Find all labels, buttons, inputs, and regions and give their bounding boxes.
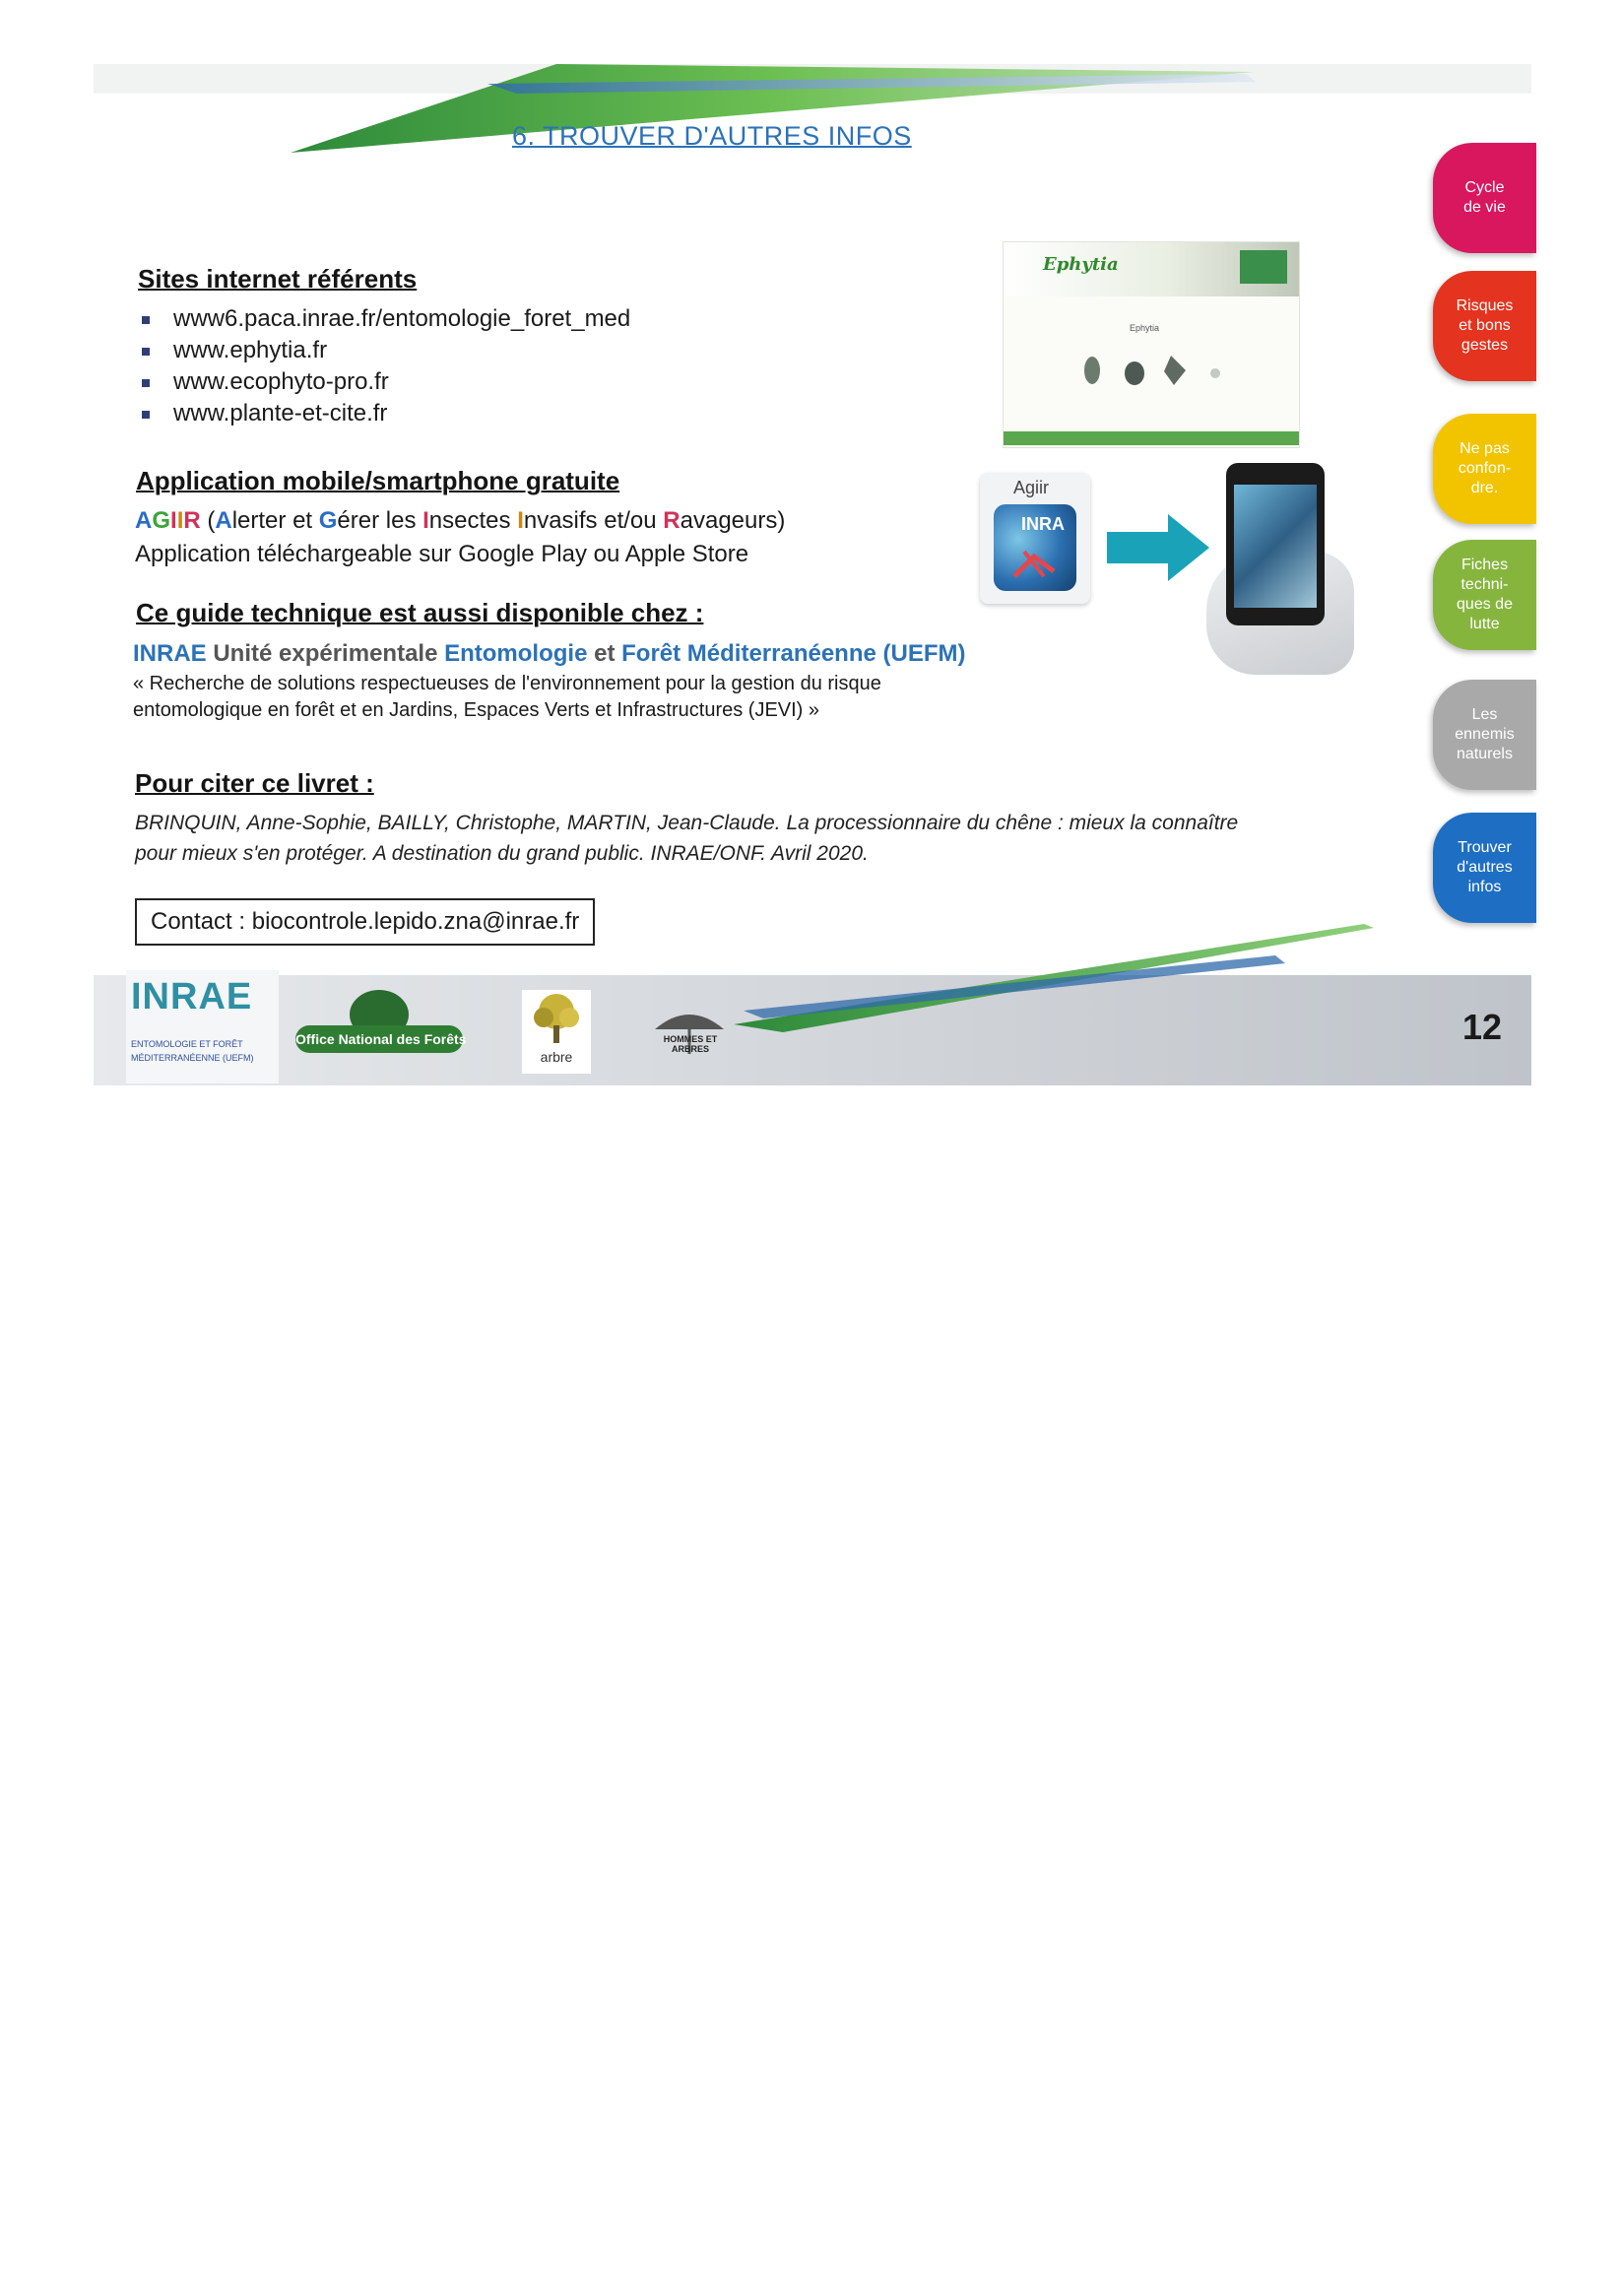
tab-ennemis-naturels[interactable]: Les ennemis naturels	[1433, 680, 1536, 790]
citation-line2: pour mieux s'en protéger. A destination du grand public. INRAE/ONF. Avril 2020.	[135, 842, 869, 865]
ephytia-logo: Ephytia	[1043, 254, 1119, 275]
smartphone-photo	[1206, 463, 1354, 675]
list-item[interactable]	[138, 398, 630, 429]
ephytia-screenshot	[1003, 241, 1300, 448]
tree-icon	[522, 990, 591, 1044]
ephytia-inra-badge	[1240, 250, 1287, 284]
page-title: 6. TROUVER D'AUTRES INFOS	[512, 121, 912, 151]
sites-heading: Sites internet référents	[138, 264, 418, 294]
agiir-app-label: Agiir	[1013, 478, 1050, 497]
tab-fiches-techniques[interactable]: Fiches techni- ques de lutte	[1433, 540, 1536, 650]
tab-trouver-autres-infos[interactable]: Trouver d'autres infos	[1433, 813, 1536, 923]
tab-risques-et-bons-gestes[interactable]: Risques et bons gestes	[1433, 271, 1536, 381]
tab-cycle-de-vie[interactable]: Cycle de vie	[1433, 143, 1536, 253]
arrow-right-icon	[1107, 512, 1213, 583]
bullet-icon	[142, 316, 150, 324]
citation	[135, 808, 1238, 869]
arbre-logo	[522, 990, 591, 1074]
tab-ne-pas-confondre[interactable]: Ne pas confon- dre.	[1433, 414, 1536, 524]
agiir-inra-label: INRA	[1021, 514, 1065, 534]
contact-text[interactable]: Contact : biocontrole.lepido.zna@inrae.fr	[151, 908, 580, 935]
guide-quote-line2: entomologique en forêt et en Jardins, Espaces Verts et Infrastructures (JEVI) »	[133, 699, 820, 721]
onf-logo	[295, 990, 468, 1074]
list-item[interactable]	[138, 303, 630, 335]
hommes-label: HOMMES ET ARBRES	[663, 1034, 718, 1054]
citation-line1: BRINQUIN, Anne-Sophie, BAILLY, Christophe, MARTIN, Jean-Claude. La processionnaire du chêne : mieux la connaître	[135, 812, 1239, 834]
onf-label: Office National des Forêts	[295, 1025, 463, 1053]
bullet-icon	[142, 379, 150, 387]
inrae-sub1: ENTOMOLOGIE ET FORÊT	[131, 1039, 243, 1049]
site-link[interactable]: www.plante-et-cite.fr	[173, 400, 388, 426]
cite-heading: Pour citer ce livret :	[135, 768, 374, 798]
page-number: 12	[1462, 1007, 1503, 1047]
ephytia-subtitle: Ephytia	[1130, 323, 1160, 333]
insect-icon	[1009, 542, 1059, 581]
phone-screen	[1234, 485, 1317, 608]
sites-list	[138, 303, 630, 429]
download-text: Application téléchargeable sur Google Play ou Apple Store	[135, 541, 749, 567]
ephytia-footer-bar	[1004, 431, 1299, 445]
site-link[interactable]: www.ecophyto-pro.fr	[173, 368, 389, 395]
guide-quote-line1: « Recherche de solutions respectueuses de l'environnement pour la gestion du risque	[133, 673, 881, 694]
inrae-logo-block	[126, 970, 279, 1083]
site-link[interactable]: www6.paca.inrae.fr/entomologie_foret_med	[173, 305, 631, 332]
site-link[interactable]: www.ephytia.fr	[173, 337, 328, 363]
inrae-logo: INRAE	[131, 976, 253, 1017]
bullet-icon	[142, 411, 150, 419]
ephytia-plant-icons	[1077, 346, 1235, 395]
uefm-line: INRAE Unité expérimentale Entomologie et Forêt Méditerranéenne (UEFM)	[133, 640, 966, 667]
list-item[interactable]	[138, 335, 630, 366]
agiir-line: AGIIR (Alerter et Gérer les Insectes Invasifs et/ou Ravageurs)	[135, 507, 786, 534]
list-item[interactable]	[138, 366, 630, 398]
bullet-icon	[142, 348, 150, 356]
hommes-arbres-logo	[650, 1000, 729, 1059]
arbre-label: arbre	[540, 1049, 573, 1065]
guide-heading: Ce guide technique est aussi disponible chez :	[136, 598, 704, 627]
inrae-sub2: MÉDITERRANÉENNE (UEFM)	[131, 1053, 254, 1063]
app-heading: Application mobile/smartphone gratuite	[136, 466, 620, 495]
agiir-app-tile[interactable]	[980, 473, 1090, 604]
